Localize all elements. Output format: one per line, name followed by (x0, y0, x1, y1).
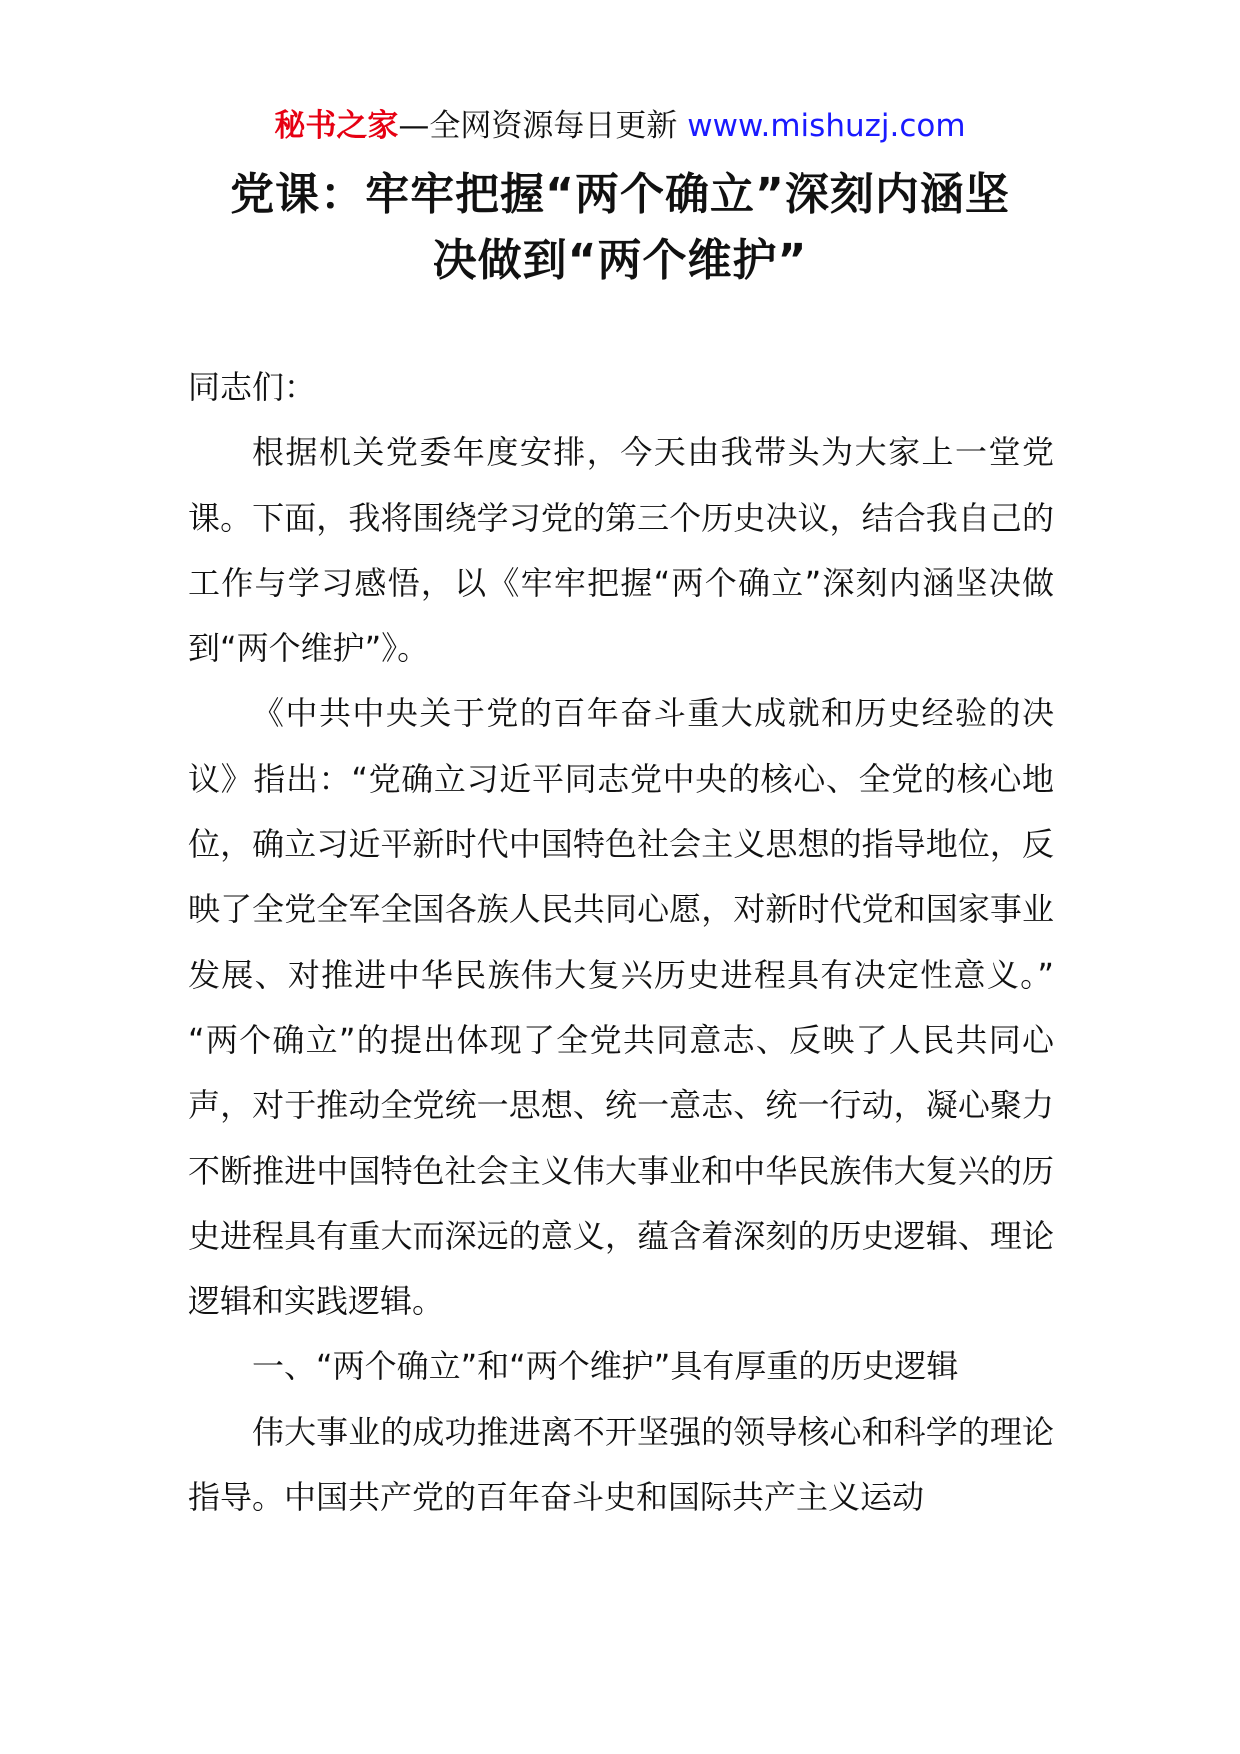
salutation: 同志们： (188, 368, 317, 406)
header-tagline: —全网资源每日更新 (398, 108, 678, 144)
section-heading-1: 一、“两个确立”和“两个维护”具有厚重的历史逻辑 (252, 1347, 959, 1386)
document-body (188, 355, 1054, 1530)
paragraph-intro: 根据机关党委年度安排，今天由我带头为大家上一堂党课。下面，我将围绕学习党的第三个历史决议，结合我自己的工作与学习感悟，以《牢牢把握“两个确立”深刻内涵坚决做到“两个维护”》。 (188, 433, 1054, 668)
title-line-1: 党课：牢牢把握“两个确立”深刻内涵坚 (230, 169, 1010, 220)
paragraph-resolution-quote: 《中共中央关于党的百年奋斗重大成就和历史经验的决议》指出：“党确立习近平同志党中央的核心、全党的核心地位，确立习近平新时代中国特色社会主义思想的指导地位，反映了全党全军全国各族人民共同心愿，对新时代党和国家事业发展、对推进中华民族伟大复兴历史进程具有决定性意义。” “两个确立”的提出体现了全党共同意志、反映了人民共同心声，对于推动全党统一思想、统一意志、统一行动，凝心聚力不断推进中国特色社会主义伟大事业和中华民族伟大复兴的历史进程具有重大而深远的意义，蕴含着深刻的历史逻辑、理论逻辑和实践逻辑。 (188, 694, 1054, 1321)
site-url-link[interactable]: www.mishuzj.com (687, 108, 966, 144)
paragraph-section-1: 伟大事业的成功推进离不开坚强的领导核心和科学的理论指导。中国共产党的百年奋斗史和国际共产主义运动 (188, 1412, 1054, 1517)
site-header (0, 104, 1240, 148)
brand-name: 秘书之家 (274, 108, 399, 144)
document-title (150, 162, 1090, 294)
title-line-2: 决做到“两个维护” (432, 235, 808, 286)
